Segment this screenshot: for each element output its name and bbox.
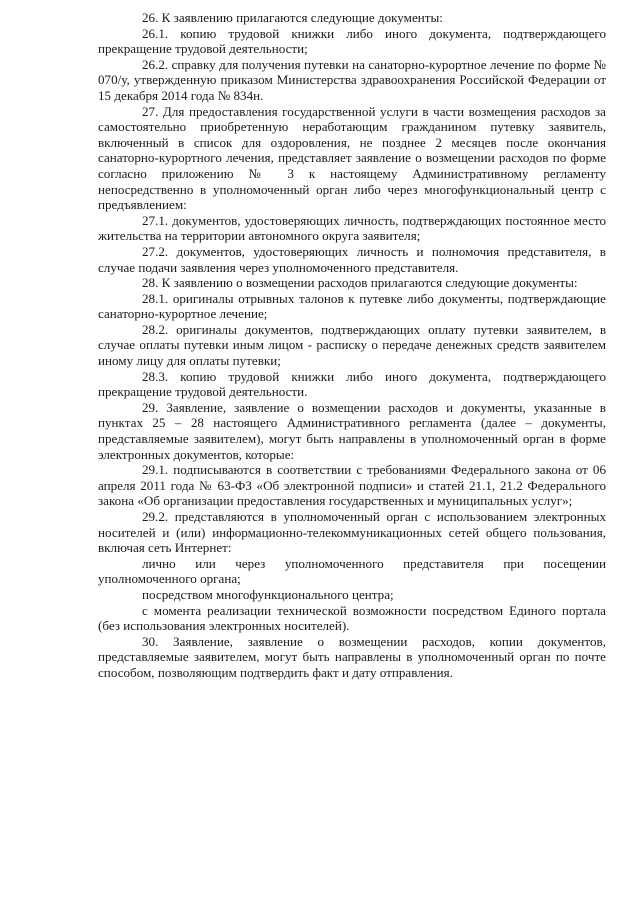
paragraph-29-1: 29.1. подписываются в соответствии с требованиями Федерального закона от 06 апреля 2011 года № 63-ФЗ «Об электронной подписи» и статей 21.1, 21.2 Федерального закона «Об организации предоставления государственных и муниципальных услуг»;	[98, 462, 606, 509]
paragraph-27: 27. Для предоставления государственной услуги в части возмещения расходов за самостоятельно приобретенную неработающим гражданином путевку заявитель, включенный в список для оздоровления, не позднее 2 месяцев после окончания санаторно-курортного лечения, представляет заявление о возмещении расходов по форме согласно приложению № 3 к настоящему Административному регламенту непосредственно в уполномоченный орган либо через многофункциональный центр с предъявлением:	[98, 103, 606, 213]
paragraph-26-1: 26.1. копию трудовой книжки либо иного документа, подтверждающего прекращение трудовой деятельности;	[98, 25, 606, 57]
paragraph-28-1: 28.1. оригиналы отрывных талонов к путевке либо документы, подтверждающие санаторно-курортное лечение;	[98, 290, 606, 322]
document-page	[98, 10, 606, 681]
paragraph-30: 30. Заявление, заявление о возмещении расходов, копии документов, представляемые заявителем, могут быть направлены в уполномоченный орган по почте способом, позволяющим подтвердить факт и дату отправления.	[98, 633, 606, 680]
paragraph-29: 29. Заявление, заявление о возмещении расходов и документы, указанные в пунктах 25 – 28 настоящего Административного регламента (далее – документы, представляемые заявителем), могут быть направлены в уполномоченный орган в форме электронных документов, которые:	[98, 399, 606, 462]
paragraph-28-3: 28.3. копию трудовой книжки либо иного документа, подтверждающего прекращение трудовой деятельности.	[98, 368, 606, 400]
paragraph-26-2: 26.2. справку для получения путевки на санаторно-курортное лечение по форме № 070/у, утвержденную приказом Министерства здравоохранения Российской Федерации от 15 декабря 2014 года № 834н.	[98, 56, 606, 103]
paragraph-28: 28. К заявлению о возмещении расходов прилагаются следующие документы:	[142, 275, 578, 291]
paragraph-27-1: 27.1. документов, удостоверяющих личность, подтверждающих постоянное место жительства на территории автономного округа заявителя;	[98, 212, 606, 244]
paragraph-29-2-option-portal: с момента реализации технической возможности посредством Единого портала (без использования электронных носителей).	[98, 602, 606, 634]
paragraph-27-2: 27.2. документов, удостоверяющих личность и полномочия представителя, в случае подачи заявления через уполномоченного представителя.	[98, 243, 606, 275]
paragraph-29-2-option-personal: лично или через уполномоченного представителя при посещении уполномоченного органа;	[98, 555, 606, 587]
paragraph-29-2: 29.2. представляются в уполномоченный орган с использованием электронных носителей и (или) информационно-телекоммуникационных сетей общего пользования, включая сеть Интернет:	[98, 509, 606, 556]
paragraph-26: 26. К заявлению прилагаются следующие документы:	[142, 10, 443, 25]
paragraph-29-2-option-mfc: посредством многофункционального центра;	[142, 586, 394, 602]
paragraph-28-2: 28.2. оригиналы документов, подтверждающих оплату путевки заявителем, в случае оплаты путевки иным лицом - расписку о передаче денежных средств заявителем иному лицу для оплаты путевки;	[98, 321, 606, 369]
